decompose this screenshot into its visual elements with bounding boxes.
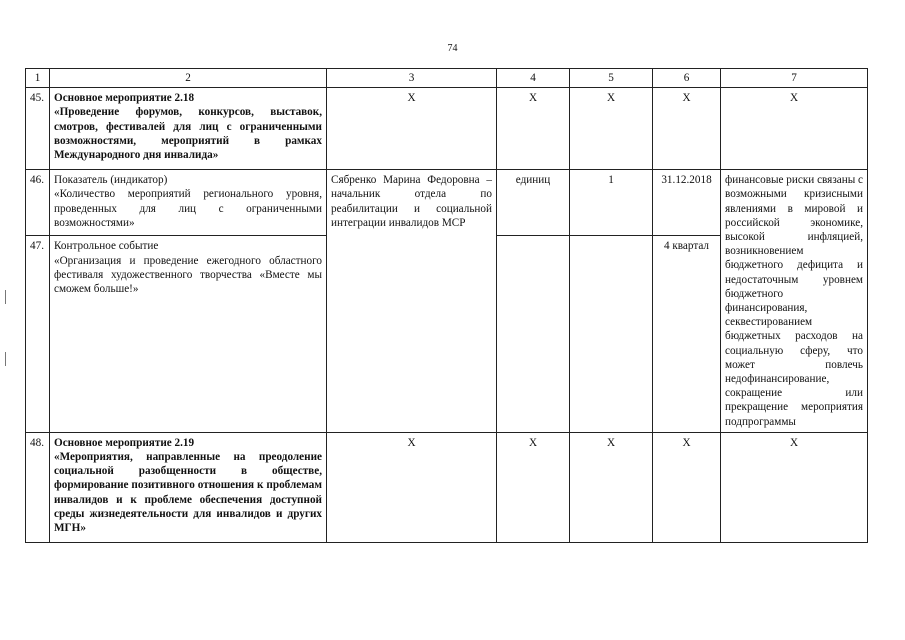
event-cell [50,236,327,432]
activity-title: Основное мероприятие 2.18 [54,92,195,105]
table-row [26,88,868,170]
indicator-description: «Количество мероприятий регионального уровня, проведенных для лиц с ограниченными возможностями» [54,188,322,229]
program-plan-table [25,68,868,543]
unit-cell: Х [497,432,570,542]
value-cell: Х [570,88,653,170]
responsible-cell: Х [327,432,497,542]
unit-cell [497,236,570,432]
header-cell: 2 [50,69,327,88]
header-cell: 4 [497,69,570,88]
responsible-cell: Х [327,88,497,170]
row-number: 46. [26,170,50,236]
activity-description: «Мероприятия, направленные на преодоление социальной разобщенности в обществе, формирование позитивного отношения к проблемам инвалидов и к проблеме обеспечения доступной среды жизнедеятельности для инвалидов и других МГН» [54,451,322,535]
value-cell: Х [570,432,653,542]
date-cell: Х [653,432,721,542]
header-cell: 7 [721,69,868,88]
unit-cell: Х [497,88,570,170]
event-description: «Организация и проведение ежегодного областного фестиваля художественного творчества «Вместе мы сможем больше!» [54,254,322,295]
header-cell: 6 [653,69,721,88]
date-cell: 31.12.2018 [653,170,721,236]
page-number: 74 [447,43,458,54]
indicator-cell [50,170,327,236]
header-cell: 1 [26,69,50,88]
event-title: Контрольное событие [54,240,159,253]
header-cell: 3 [327,69,497,88]
value-cell [570,236,653,432]
indicator-title: Показатель (индикатор) [54,174,168,187]
row-number: 45. [26,88,50,170]
activity-title: Основное мероприятие 2.19 [54,436,195,449]
row-number: 47. [26,236,50,432]
responsible-cell: Сябренко Марина Федоровна – начальник отдела по реабилитации и социальной интеграции инвалидов МСР [327,170,497,433]
table-row [26,170,868,236]
risk-cell: Х [721,432,868,542]
activity-cell [50,432,327,542]
risk-cell: финансовые риски связаны с возможными кризисными явлениями в мировой и российской экономике, высокой инфляцией, возникновением бюджетного дефицита и недостаточным уровнем бюджетного финансирования, секвестированием бюджетных расходов на социальную сферу, что может повлечь недофинансирование, сокращение или прекращение мероприятия подпрограммы [721,170,868,433]
header-row [26,69,868,88]
value-cell: 1 [570,170,653,236]
margin-mark [5,290,6,304]
date-cell: Х [653,88,721,170]
date-cell: 4 квартал [653,236,721,432]
activity-cell [50,88,327,170]
row-number: 48. [26,432,50,542]
margin-mark [5,352,6,366]
unit-cell: единиц [497,170,570,236]
header-cell: 5 [570,69,653,88]
table-row [26,432,868,542]
activity-description: «Проведение форумов, конкурсов, выставок, смотров, фестивалей для лиц с ограниченными возможностями, мероприятий в рамках Международного дня инвалида» [54,106,322,162]
risk-cell: Х [721,88,868,170]
